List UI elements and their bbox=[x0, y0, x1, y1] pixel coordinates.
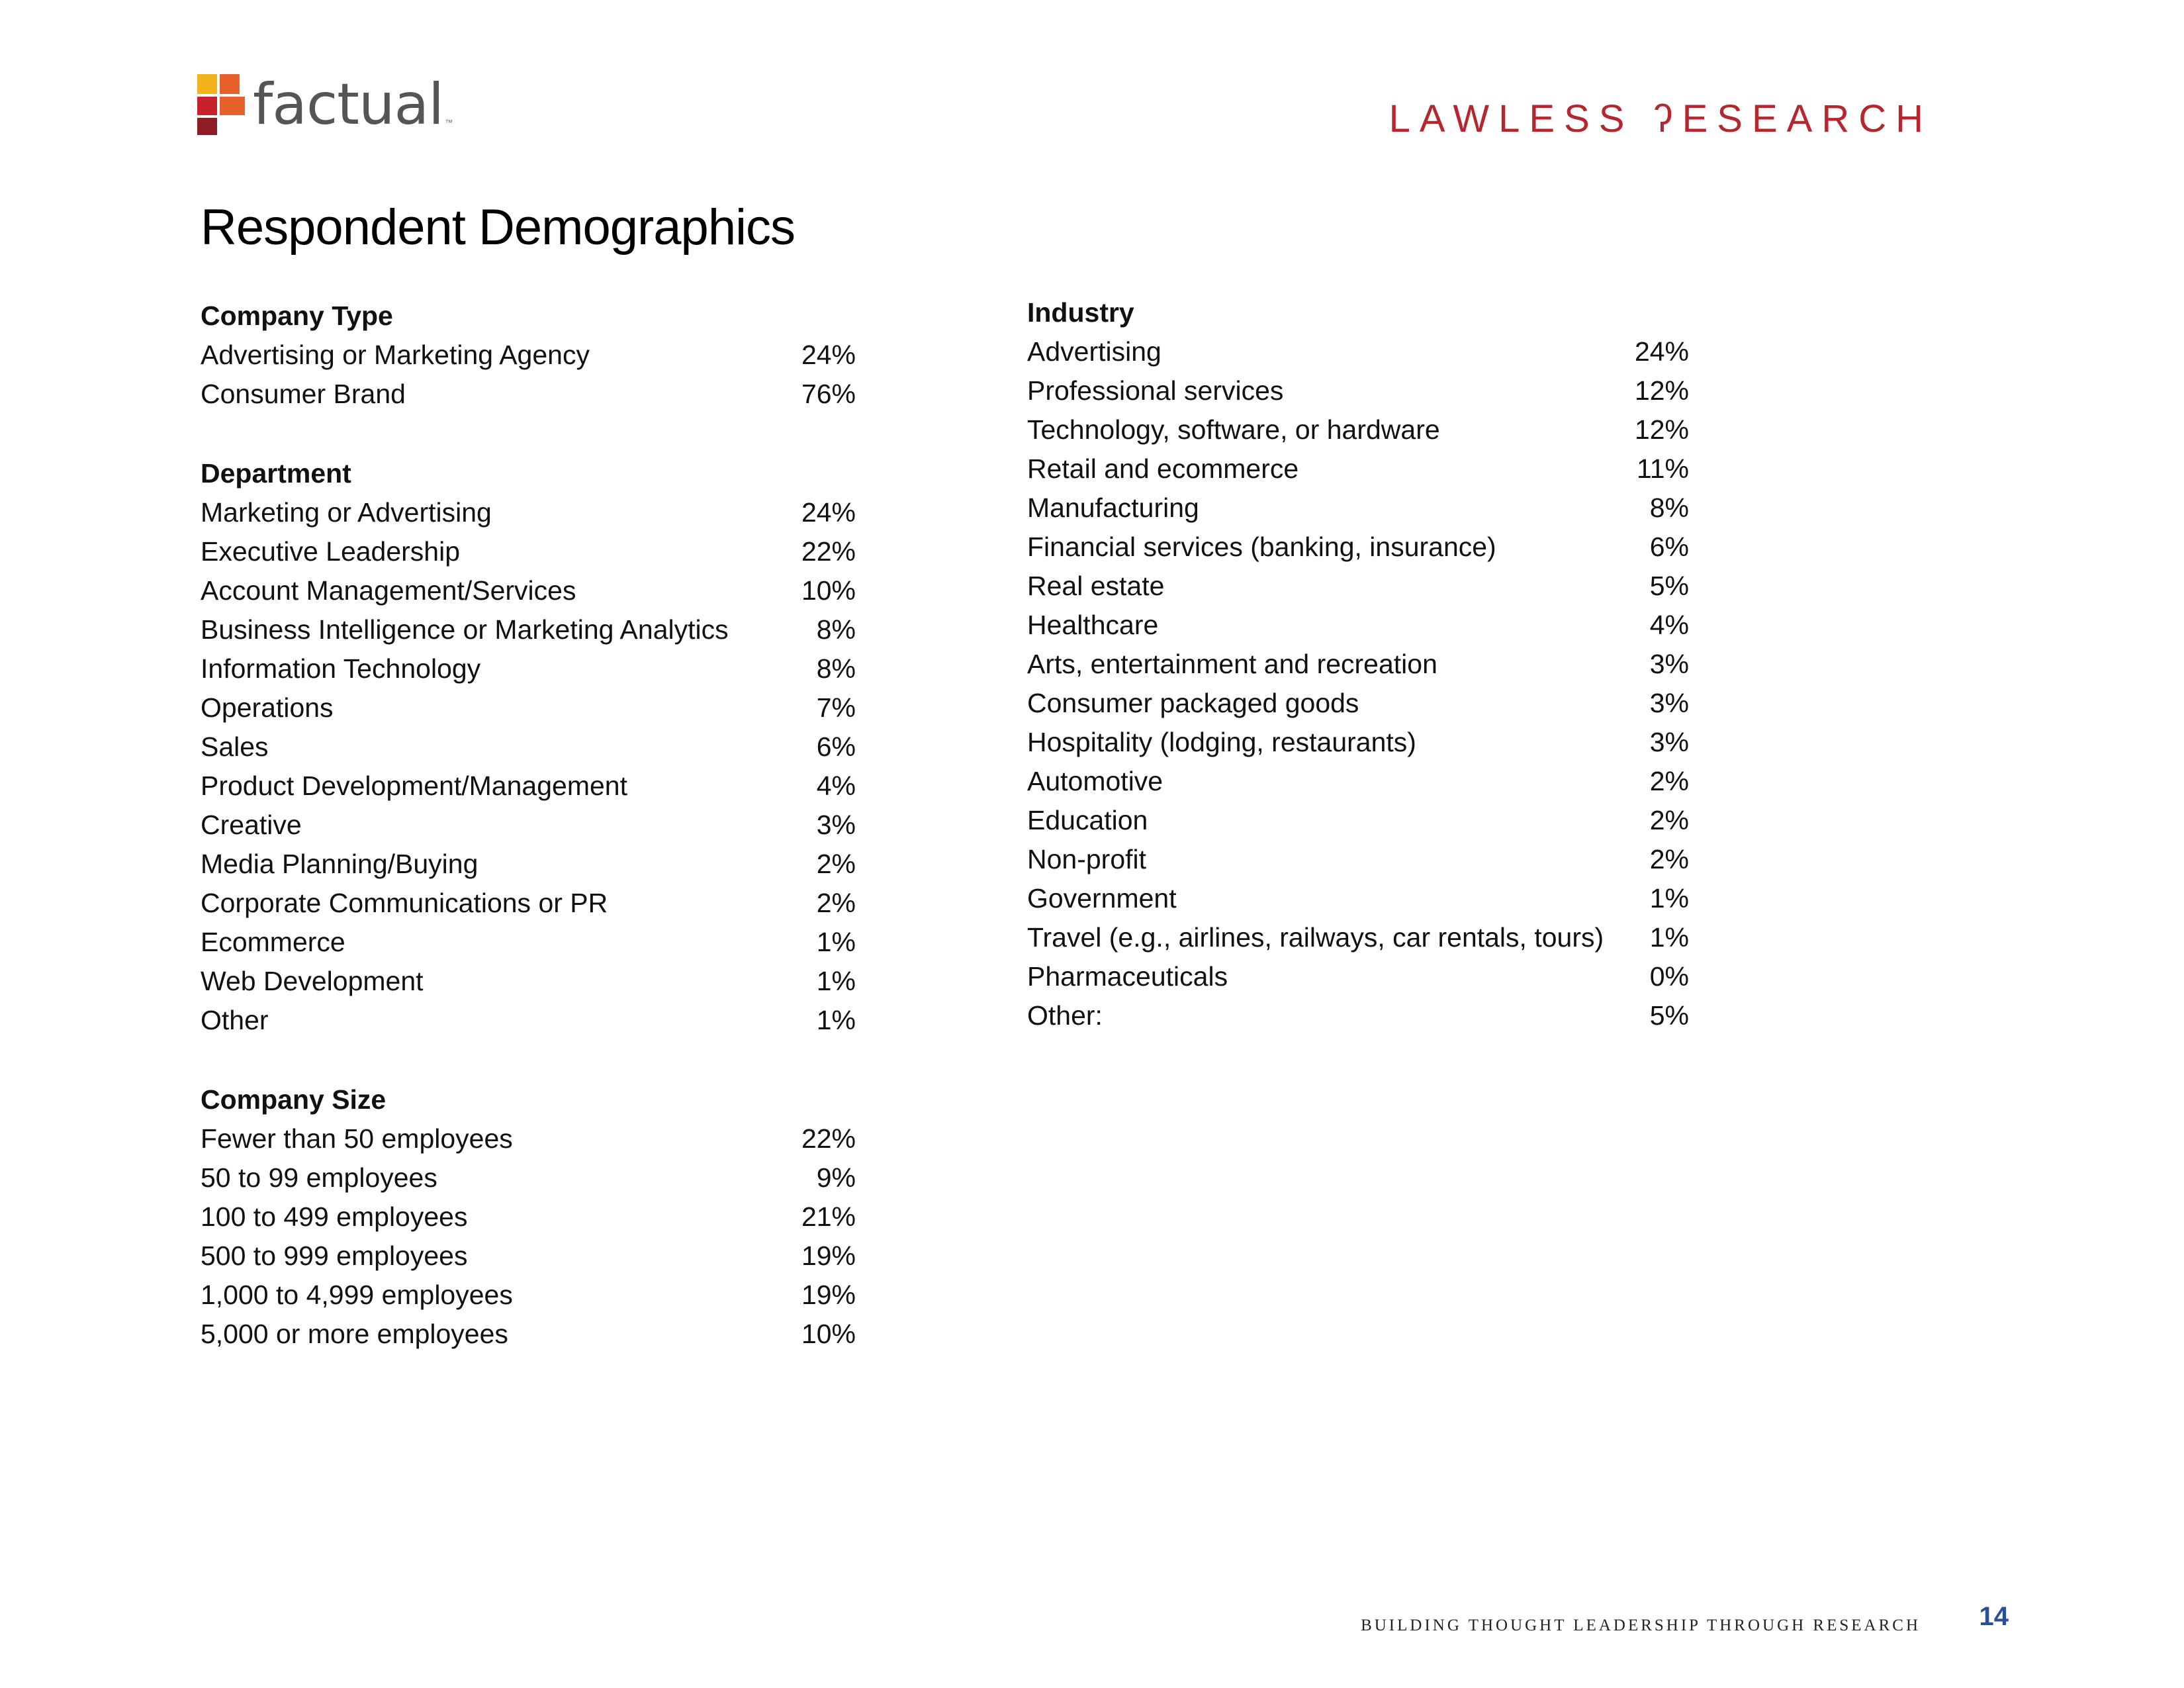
data-row bbox=[201, 532, 856, 571]
row-value: 0% bbox=[1649, 961, 1689, 992]
industry-section bbox=[1027, 293, 1689, 1035]
row-value: 1% bbox=[816, 927, 856, 957]
data-row bbox=[1027, 606, 1689, 645]
row-label: Non-profit bbox=[1027, 844, 1147, 874]
row-label: Manufacturing bbox=[1027, 492, 1199, 523]
row-label: Education bbox=[1027, 805, 1148, 835]
row-value: 8% bbox=[816, 614, 856, 645]
section-rows bbox=[201, 493, 856, 1040]
data-row bbox=[201, 845, 856, 884]
page-title: Respondent Demographics bbox=[201, 199, 795, 256]
row-label: 500 to 999 employees bbox=[201, 1241, 468, 1271]
row-value: 21% bbox=[801, 1201, 856, 1232]
row-value: 2% bbox=[816, 888, 856, 918]
row-label: Media Planning/Buying bbox=[201, 849, 478, 879]
row-value: 6% bbox=[816, 731, 856, 762]
data-row bbox=[1027, 645, 1689, 684]
row-value: 9% bbox=[816, 1162, 856, 1193]
lawless-research-logo: LAWLESS ʔESEARCH bbox=[1388, 97, 1933, 140]
row-value: 5% bbox=[1649, 571, 1689, 601]
row-label: Business Intelligence or Marketing Analytics bbox=[201, 614, 729, 645]
row-value: 3% bbox=[1649, 688, 1689, 718]
row-value: 76% bbox=[801, 379, 856, 409]
row-label: Healthcare bbox=[1027, 610, 1159, 640]
data-row bbox=[1027, 449, 1689, 489]
factual-logo bbox=[197, 71, 453, 138]
data-row bbox=[201, 884, 856, 923]
right-column bbox=[1027, 293, 1689, 1076]
data-row bbox=[201, 571, 856, 610]
row-label: Financial services (banking, insurance) bbox=[1027, 532, 1496, 562]
row-label: Automotive bbox=[1027, 766, 1163, 796]
left-column bbox=[201, 297, 856, 1394]
section-rows bbox=[201, 336, 856, 414]
company-type-section bbox=[201, 297, 856, 414]
row-value: 3% bbox=[1649, 649, 1689, 679]
data-row bbox=[201, 806, 856, 845]
data-row bbox=[1027, 879, 1689, 918]
row-value: 22% bbox=[801, 1123, 856, 1154]
row-label: Real estate bbox=[1027, 571, 1165, 601]
data-row bbox=[201, 962, 856, 1001]
section-title: Company Size bbox=[201, 1084, 387, 1115]
row-value: 1% bbox=[816, 966, 856, 996]
row-label: Information Technology bbox=[201, 653, 481, 684]
row-value: 10% bbox=[801, 1319, 856, 1349]
row-value: 12% bbox=[1634, 375, 1689, 406]
row-label: Consumer packaged goods bbox=[1027, 688, 1359, 718]
row-label: Marketing or Advertising bbox=[201, 497, 492, 528]
row-value: 24% bbox=[801, 497, 856, 528]
data-row bbox=[1027, 801, 1689, 840]
data-row bbox=[1027, 840, 1689, 879]
row-label: Creative bbox=[201, 810, 302, 840]
row-label: 5,000 or more employees bbox=[201, 1319, 508, 1349]
data-row bbox=[201, 688, 856, 727]
row-value: 12% bbox=[1634, 414, 1689, 445]
section-rows bbox=[201, 1119, 856, 1354]
data-row bbox=[1027, 528, 1689, 567]
row-value: 2% bbox=[1649, 844, 1689, 874]
data-row bbox=[1027, 684, 1689, 723]
row-value: 24% bbox=[1634, 336, 1689, 367]
row-value: 2% bbox=[816, 849, 856, 879]
row-label: Corporate Communications or PR bbox=[201, 888, 608, 918]
row-value: 5% bbox=[1649, 1000, 1689, 1031]
row-value: 2% bbox=[1649, 805, 1689, 835]
row-value: 2% bbox=[1649, 766, 1689, 796]
row-label: Advertising bbox=[1027, 336, 1161, 367]
row-label: Sales bbox=[201, 731, 269, 762]
row-label: Advertising or Marketing Agency bbox=[201, 340, 590, 370]
data-row bbox=[201, 1001, 856, 1040]
row-value: 3% bbox=[1649, 727, 1689, 757]
row-value: 4% bbox=[1649, 610, 1689, 640]
row-value: 19% bbox=[801, 1280, 856, 1310]
row-label: Web Development bbox=[201, 966, 424, 996]
row-value: 6% bbox=[1649, 532, 1689, 562]
data-row bbox=[201, 767, 856, 806]
section-rows bbox=[1027, 332, 1689, 1035]
row-label: Pharmaceuticals bbox=[1027, 961, 1228, 992]
department-section bbox=[201, 454, 856, 1040]
row-value: 10% bbox=[801, 575, 856, 606]
row-label: Executive Leadership bbox=[201, 536, 461, 567]
data-row bbox=[201, 610, 856, 649]
data-row bbox=[1027, 762, 1689, 801]
data-row bbox=[201, 1276, 856, 1315]
data-row bbox=[201, 1158, 856, 1197]
row-label: Professional services bbox=[1027, 375, 1284, 406]
row-label: Account Management/Services bbox=[201, 575, 576, 606]
row-label: 1,000 to 4,999 employees bbox=[201, 1280, 513, 1310]
row-value: 4% bbox=[816, 771, 856, 801]
row-label: 100 to 499 employees bbox=[201, 1201, 468, 1232]
row-label: Retail and ecommerce bbox=[1027, 453, 1299, 484]
row-value: 1% bbox=[816, 1005, 856, 1035]
row-value: 22% bbox=[801, 536, 856, 567]
data-row bbox=[201, 493, 856, 532]
logo-trademark: ™ bbox=[445, 118, 453, 127]
row-label: Travel (e.g., airlines, railways, car rentals, tours) bbox=[1027, 922, 1604, 953]
row-value: 8% bbox=[1649, 492, 1689, 523]
data-row bbox=[201, 1315, 856, 1354]
row-label: Hospitality (lodging, restaurants) bbox=[1027, 727, 1416, 757]
row-label: Fewer than 50 employees bbox=[201, 1123, 513, 1154]
row-label: 50 to 99 employees bbox=[201, 1162, 437, 1193]
row-label: Operations bbox=[201, 692, 334, 723]
data-row bbox=[201, 1119, 856, 1158]
data-row bbox=[1027, 723, 1689, 762]
footer-tagline: BUILDING THOUGHT LEADERSHIP THROUGH RESEARCH bbox=[1361, 1617, 1921, 1634]
data-row bbox=[1027, 957, 1689, 996]
company-size-section bbox=[201, 1080, 856, 1354]
row-value: 11% bbox=[1636, 453, 1689, 484]
section-title: Industry bbox=[1027, 297, 1134, 328]
row-value: 1% bbox=[1649, 922, 1689, 953]
row-label: Arts, entertainment and recreation bbox=[1027, 649, 1437, 679]
data-row bbox=[1027, 410, 1689, 449]
row-value: 8% bbox=[816, 653, 856, 684]
data-row bbox=[1027, 567, 1689, 606]
data-row bbox=[201, 727, 856, 767]
row-value: 7% bbox=[816, 692, 856, 723]
row-label: Other: bbox=[1027, 1000, 1103, 1031]
data-row bbox=[201, 923, 856, 962]
data-row bbox=[1027, 332, 1689, 371]
data-row bbox=[1027, 371, 1689, 410]
page-number: 14 bbox=[1979, 1602, 2009, 1631]
row-value: 1% bbox=[1649, 883, 1689, 914]
row-label: Government bbox=[1027, 883, 1177, 914]
row-label: Other bbox=[201, 1005, 269, 1035]
data-row bbox=[1027, 918, 1689, 957]
factual-logo-icon bbox=[197, 74, 245, 135]
data-row bbox=[201, 1197, 856, 1237]
data-row bbox=[1027, 996, 1689, 1035]
data-row bbox=[201, 1237, 856, 1276]
data-row bbox=[1027, 489, 1689, 528]
row-value: 19% bbox=[801, 1241, 856, 1271]
row-value: 3% bbox=[816, 810, 856, 840]
row-label: Product Development/Management bbox=[201, 771, 627, 801]
row-label: Consumer Brand bbox=[201, 379, 406, 409]
row-label: Technology, software, or hardware bbox=[1027, 414, 1440, 445]
data-row bbox=[201, 649, 856, 688]
section-title: Company Type bbox=[201, 301, 393, 331]
row-label: Ecommerce bbox=[201, 927, 345, 957]
section-title: Department bbox=[201, 458, 351, 489]
data-row bbox=[201, 375, 856, 414]
logo-wordmark: factual bbox=[253, 71, 444, 138]
data-row bbox=[201, 336, 856, 375]
row-value: 24% bbox=[801, 340, 856, 370]
